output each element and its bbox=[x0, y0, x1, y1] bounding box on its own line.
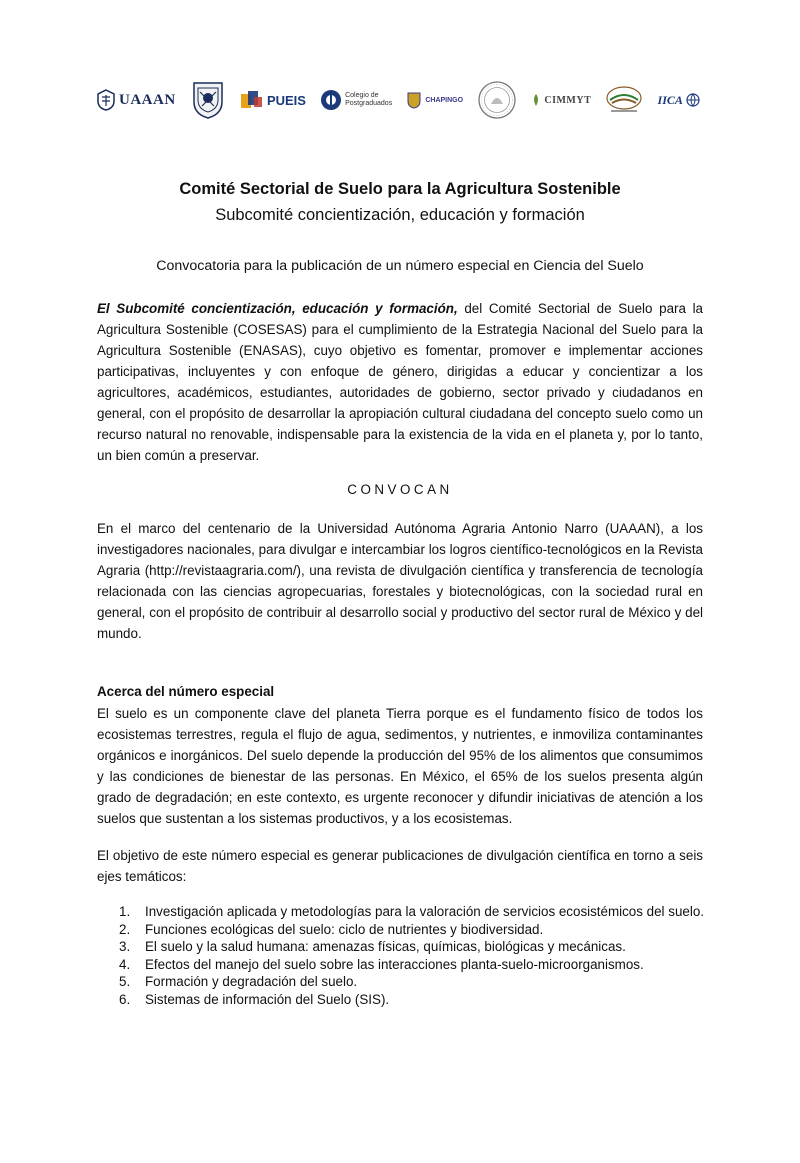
list-item-number: 3. bbox=[119, 939, 131, 954]
pueis-logo bbox=[240, 90, 306, 110]
acerca-heading: Acerca del número especial bbox=[97, 684, 275, 699]
iica-logo bbox=[658, 93, 700, 108]
convocatoria-title: Convocatoria para la publicación de un número especial en Ciencia del Suelo bbox=[156, 258, 644, 274]
intro-body: del Comité Sectorial de Suelo para la Agricultura Sostenible (COSESAS) para el cumplimiento de la Estrategia Nacional del Suelo para la Agricultura Sostenible (ENASAS), cuyo objetivo es fomentar, promover e implementar acciones participativas, incluyentes y con enfoque de género, dirigidas a educar y concientizar a los agricultores, académicos, estudiantes, autoridades de gobierno, sector privado y ciudadanos en general, con el propósito de desarrollar la apropiación cultural ciudadana del concepto suelo como un recurso natural no renovable, indispensable para la existencia de la vida en el planeta y, por lo tanto, un bien común a preservar. bbox=[97, 301, 703, 463]
list-item bbox=[119, 973, 709, 991]
list-item-number: 1. bbox=[119, 904, 131, 919]
colegio-logo bbox=[320, 89, 392, 111]
list-item-text: Funciones ecológicas del suelo: ciclo de nutrientes y biodiversidad. bbox=[145, 921, 544, 937]
list-item-text: Formación y degradación del suelo. bbox=[145, 974, 358, 989]
list-item bbox=[119, 991, 709, 1009]
colegio-line2: Postgraduados bbox=[345, 100, 393, 107]
marco-paragraph: En el marco del centenario de la Universidad Autónoma Agraria Antonio Narro (UAAAN), a los investigadores nacionales, para divulgar e intercambiar los logros científico-tecnológicos en la Revista Agraria (http://revistaagraria.com/), una revista de divulgación científica y transferencia de tecnología relacionada con las ciencias agropecuarias, forestales y biotecnológicas, con la sociedad rural en general, con el propósito de contribuir al desarrollo social y productivo del sector rural de México y del mundo. bbox=[97, 521, 703, 641]
unam-logo bbox=[190, 80, 226, 120]
iica-globe-icon bbox=[686, 93, 700, 107]
iica-logo-text: IICA bbox=[657, 92, 683, 107]
list-item bbox=[119, 956, 709, 974]
cimmyt-leaf-icon bbox=[531, 93, 541, 107]
list-item-number: 4. bbox=[119, 956, 131, 972]
chapingo-logo-text: CHAPINGO bbox=[425, 96, 464, 104]
uaaan-logo bbox=[96, 89, 176, 111]
uaaan-emblem-icon bbox=[96, 89, 116, 111]
list-item bbox=[119, 921, 709, 939]
document-title: Comité Sectorial de Suelo para la Agricultura Sostenible bbox=[179, 180, 621, 198]
list-item bbox=[119, 938, 709, 956]
intro-lead: El Subcomité concientización, educación y formación, bbox=[97, 301, 458, 316]
logo-strip bbox=[96, 78, 700, 122]
acerca-paragraph: El suelo es un componente clave del planeta Tierra porque es el fundamento físico de todos los ecosistemas terrestres, regula el flujo de agua, sedimentos, y nutrientes, e inmoviliza contaminantes orgánicos e inorgánicos. Del suelo depende la producción del 95% de los alimentos que consumimos y las condiciones de bienestar de las personas. En México, el 65% de los suelos presenta algún grado de degradación; en este contexto, es urgente reconocer y difundir iniciativas de atención a los suelos que sustentan a los sistemas productivos, y a los ecosistemas. bbox=[97, 706, 703, 826]
list-item bbox=[119, 903, 709, 921]
inifap-emblem-icon bbox=[605, 85, 643, 115]
unam-shield-icon bbox=[190, 80, 226, 120]
list-item-number: 6. bbox=[119, 991, 131, 1007]
list-item-number: 2. bbox=[119, 921, 131, 937]
seal-logo bbox=[477, 80, 517, 120]
uaaan-logo-text: UAAAN bbox=[119, 91, 176, 108]
list-item-text: Investigación aplicada y metodologías para la valoración de servicios ecosistémicos del suelo. bbox=[145, 904, 704, 919]
list-item-number: 5. bbox=[119, 974, 131, 989]
colegio-circle-icon bbox=[320, 89, 342, 111]
inifap-logo bbox=[605, 85, 643, 115]
list-item-text: El suelo y la salud humana: amenazas físicas, químicas, biológicas y mecánicas. bbox=[145, 939, 626, 954]
cimmyt-logo bbox=[531, 93, 591, 107]
convocan-heading: CONVOCAN bbox=[347, 482, 453, 497]
list-item-text: Sistemas de información del Suelo (SIS). bbox=[145, 991, 390, 1007]
ejes-list bbox=[119, 903, 709, 1008]
chapingo-logo bbox=[406, 91, 463, 109]
intro-paragraph bbox=[97, 298, 703, 466]
cimmyt-logo-text: CIMMYT bbox=[544, 94, 592, 106]
document-subtitle: Subcomité concientización, educación y formación bbox=[215, 206, 585, 224]
university-seal-icon bbox=[477, 80, 517, 120]
pueis-mark-icon bbox=[240, 90, 264, 110]
list-item-text: Efectos del manejo del suelo sobre las interacciones planta-suelo-microorganismos. bbox=[145, 956, 644, 972]
chapingo-emblem-icon bbox=[406, 91, 422, 109]
objetivo-paragraph: El objetivo de este número especial es generar publicaciones de divulgación científica en torno a seis ejes temáticos: bbox=[97, 848, 703, 884]
pueis-logo-text: PUEIS bbox=[266, 92, 306, 108]
colegio-logo-text bbox=[345, 92, 392, 108]
colegio-line1: Colegio de bbox=[345, 92, 379, 99]
